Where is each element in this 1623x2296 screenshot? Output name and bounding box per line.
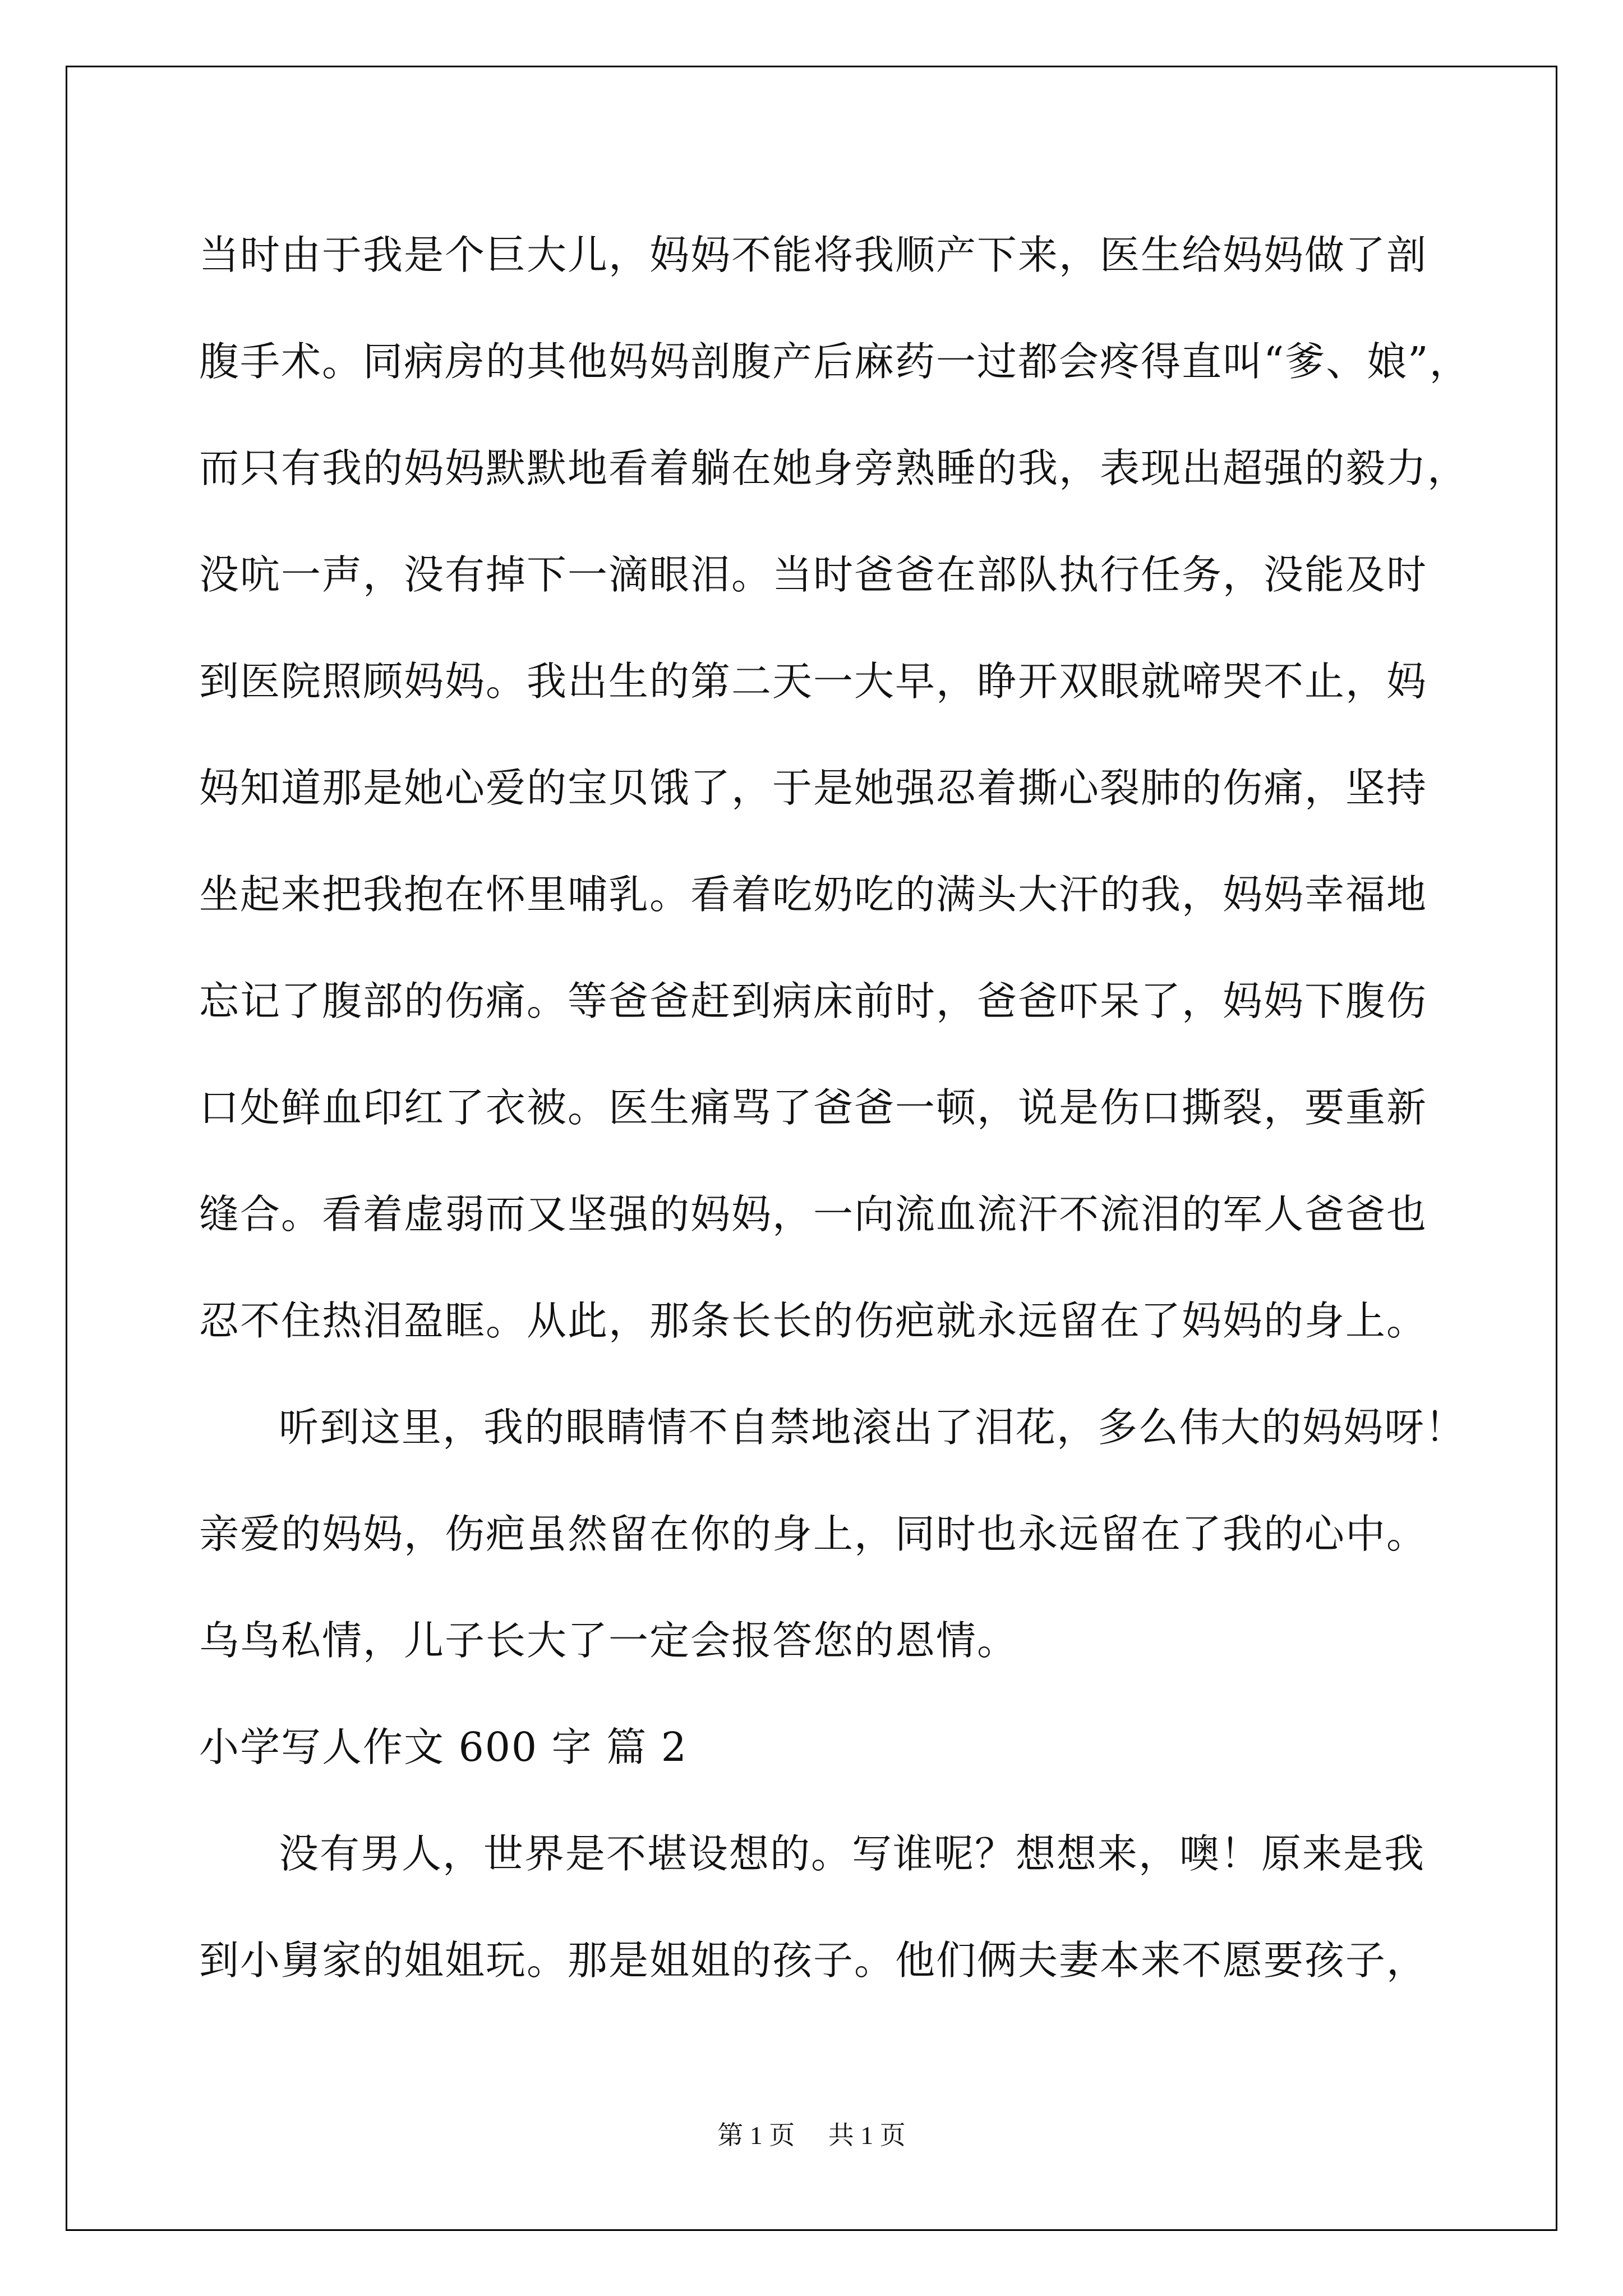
page-footer [0, 2115, 1623, 2152]
text-line: 妈知道那是她心爱的宝贝饿了，于是她强忍着撕心裂肺的伤痛，坚持 [199, 765, 1428, 811]
text-line: 没吭一声，没有掉下一滴眼泪。当时爸爸在部队执行任务，没能及时 [199, 551, 1428, 598]
text-line: 到医院照顾妈妈。我出生的第二天一大早，睁开双眼就啼哭不止，妈 [199, 658, 1428, 705]
text-line: 忘记了腹部的伤痛。等爸爸赶到病床前时，爸爸吓呆了，妈妈下腹伤 [199, 978, 1428, 1024]
text-line: 到小舅家的姐姐玩。那是姐姐的孩子。他们俩夫妻本来不愿要孩子， [199, 1937, 1428, 1984]
paragraph-start-line: 听到这里，我的眼睛情不自禁地滚出了泪花，多么伟大的妈妈呀！ [279, 1404, 1467, 1451]
section-heading: 小学写人作文 600 字 篇 2 [199, 1724, 688, 1770]
text-line: 亲爱的妈妈，伤疤虽然留在你的身上，同时也永远留在了我的心中。 [199, 1511, 1428, 1557]
text-line: 当时由于我是个巨大儿，妈妈不能将我顺产下来，医生给妈妈做了剖 [199, 232, 1428, 278]
text-line: 坐起来把我抱在怀里哺乳。看着吃奶吃的满头大汗的我，妈妈幸福地 [199, 871, 1428, 918]
text-line: 而只有我的妈妈默默地看着躺在她身旁熟睡的我，表现出超强的毅力， [199, 445, 1469, 491]
text-line: 腹手术。同病房的其他妈妈剖腹产后麻药一过都会疼得直叫“爹、娘”， [199, 338, 1470, 385]
page-total: 共 1 页 [828, 2121, 906, 2150]
document-body [199, 202, 1470, 2014]
text-line: 忍不住热泪盈眶。从此，那条长长的伤疤就永远留在了妈妈的身上。 [199, 1297, 1428, 1344]
text-line: 缝合。看着虚弱而又坚强的妈妈，一向流血流汗不流泪的军人爸爸也 [199, 1191, 1428, 1237]
text-line: 口处鲜血印红了衣被。医生痛骂了爸爸一顿，说是伤口撕裂，要重新 [199, 1084, 1428, 1131]
paragraph-start-line: 没有男人，世界是不堪设想的。写谁呢？想想来，噢！原来是我 [279, 1830, 1426, 1877]
page-number: 第 1 页 [717, 2121, 795, 2150]
text-line: 乌鸟私情，儿子长大了一定会报答您的恩情。 [199, 1617, 1018, 1664]
